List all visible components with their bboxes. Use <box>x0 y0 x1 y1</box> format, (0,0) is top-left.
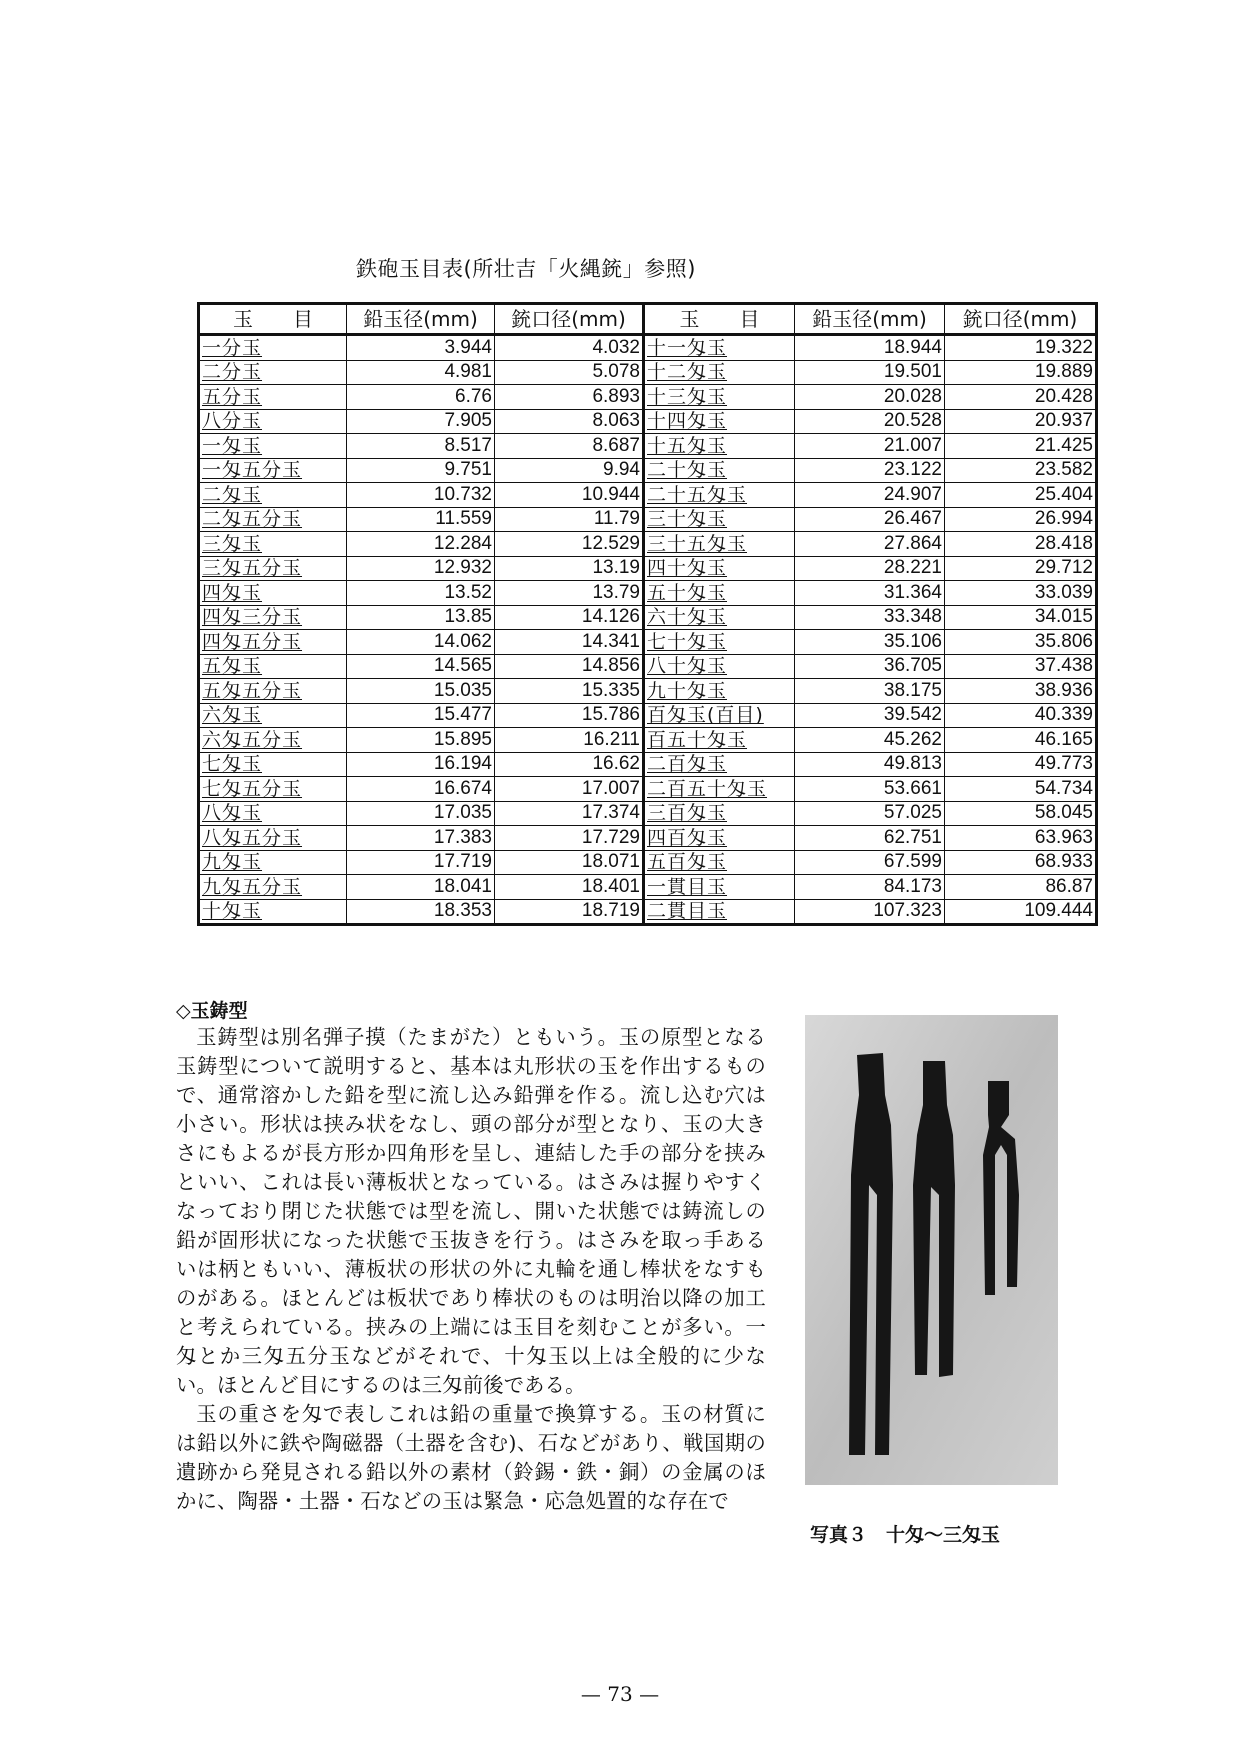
table-row <box>199 581 1097 606</box>
ball-grade-cell: 二分玉 <box>199 360 347 385</box>
bore-diameter-cell: 11.79 <box>495 507 644 532</box>
bore-diameter-cell: 68.933 <box>945 850 1097 875</box>
ball-grade-cell: 七十匁玉 <box>644 630 795 655</box>
ball-grade-cell: 三匁五分玉 <box>199 556 347 581</box>
body-text <box>176 1023 766 1516</box>
bore-diameter-cell: 14.126 <box>495 605 644 630</box>
table-row <box>199 605 1097 630</box>
lead-ball-diameter-cell: 67.599 <box>795 850 945 875</box>
ball-grade-cell: 一分玉 <box>199 335 347 361</box>
table-row <box>199 875 1097 900</box>
lead-ball-diameter-cell: 84.173 <box>795 875 945 900</box>
ball-grade-cell: 五匁五分玉 <box>199 679 347 704</box>
lead-ball-diameter-cell: 27.864 <box>795 532 945 557</box>
bore-diameter-cell: 49.773 <box>945 752 1097 777</box>
header-bore-diameter: 銃口径(mm) <box>495 304 644 335</box>
bore-diameter-cell: 54.734 <box>945 777 1097 802</box>
ball-grade-cell: 九匁玉 <box>199 850 347 875</box>
table-row <box>199 434 1097 459</box>
ball-grade-cell: 二十五匁玉 <box>644 483 795 508</box>
lead-ball-diameter-cell: 18.353 <box>347 899 495 925</box>
ball-grade-cell: 十三匁玉 <box>644 385 795 410</box>
lead-ball-diameter-cell: 11.559 <box>347 507 495 532</box>
bore-diameter-cell: 29.712 <box>945 556 1097 581</box>
ball-grade-cell: 二貫目玉 <box>644 899 795 925</box>
ball-grade-cell: 八匁五分玉 <box>199 826 347 851</box>
lead-ball-diameter-cell: 17.035 <box>347 801 495 826</box>
ball-grade-cell: 四十匁玉 <box>644 556 795 581</box>
bore-diameter-cell: 28.418 <box>945 532 1097 557</box>
table-row <box>199 850 1097 875</box>
ball-grade-cell: 十匁玉 <box>199 899 347 925</box>
lead-ball-diameter-cell: 9.751 <box>347 458 495 483</box>
bore-diameter-cell: 40.339 <box>945 703 1097 728</box>
bore-diameter-cell: 20.937 <box>945 409 1097 434</box>
bore-diameter-cell: 13.79 <box>495 581 644 606</box>
bore-diameter-cell: 17.007 <box>495 777 644 802</box>
table-header-row <box>199 304 1097 335</box>
ball-grade-cell: 五百匁玉 <box>644 850 795 875</box>
bore-diameter-cell: 15.335 <box>495 679 644 704</box>
bore-diameter-cell: 13.19 <box>495 556 644 581</box>
paragraph: 玉鋳型は別名弾子摸（たまがた）ともいう。玉の原型となる玉鋳型について説明すると、基本は丸形状の玉を作出するもので、通常溶かした鉛を型に流し込み鉛弾を作る。流し込む穴は小さい。形状は挟み状をなし、頭の部分が型となり、玉の大きさにもよるが長方形か四角形を呈し、連結した手の部分を挟みといい、これは長い薄板状となっている。はさみは握りやすくなっており閉じた状態では型を流し、開いた状態では鋳流しの鉛が固形状になった状態で玉抜きを行う。はさみを取っ手あるいは柄ともいい、薄板状の形状の外に丸輪を通し棒状をなすものがある。ほとんどは板状であり棒状のものは明治以降の加工と考えられている。挟みの上端には玉目を刻むことが多い。一匁とか三匁五分玉などがそれで、十匁玉以上は全般的に少ない。ほとんど目にするのは三匁前後である。 <box>176 1025 766 1397</box>
lead-ball-diameter-cell: 17.383 <box>347 826 495 851</box>
table-row <box>199 752 1097 777</box>
lead-ball-diameter-cell: 21.007 <box>795 434 945 459</box>
lead-ball-diameter-cell: 15.895 <box>347 728 495 753</box>
ball-grade-cell: 七匁五分玉 <box>199 777 347 802</box>
lead-ball-diameter-cell: 18.944 <box>795 335 945 361</box>
ball-grade-cell: 十一匁玉 <box>644 335 795 361</box>
ball-grade-cell: 二匁玉 <box>199 483 347 508</box>
lead-ball-diameter-cell: 4.981 <box>347 360 495 385</box>
lead-ball-diameter-cell: 53.661 <box>795 777 945 802</box>
ball-grade-cell: 一貫目玉 <box>644 875 795 900</box>
lead-ball-diameter-cell: 23.122 <box>795 458 945 483</box>
bore-diameter-cell: 109.444 <box>945 899 1097 925</box>
ball-grade-cell: 四匁玉 <box>199 581 347 606</box>
table-row <box>199 385 1097 410</box>
ball-grade-cell: 九匁五分玉 <box>199 875 347 900</box>
lead-ball-diameter-cell: 3.944 <box>347 335 495 361</box>
photo-bullet-molds <box>805 1015 1058 1485</box>
table-row <box>199 335 1097 361</box>
lead-ball-diameter-cell: 13.52 <box>347 581 495 606</box>
ball-grade-cell: 十二匁玉 <box>644 360 795 385</box>
table-row <box>199 826 1097 851</box>
bore-diameter-cell: 17.374 <box>495 801 644 826</box>
table-row <box>199 507 1097 532</box>
bore-diameter-cell: 14.856 <box>495 654 644 679</box>
bore-diameter-cell: 5.078 <box>495 360 644 385</box>
bullet-size-table <box>197 302 1098 926</box>
ball-grade-cell: 三匁玉 <box>199 532 347 557</box>
bore-diameter-cell: 9.94 <box>495 458 644 483</box>
lead-ball-diameter-cell: 13.85 <box>347 605 495 630</box>
table-row <box>199 801 1097 826</box>
bore-diameter-cell: 16.62 <box>495 752 644 777</box>
ball-grade-cell: 十五匁玉 <box>644 434 795 459</box>
bore-diameter-cell: 16.211 <box>495 728 644 753</box>
bore-diameter-cell: 23.582 <box>945 458 1097 483</box>
bore-diameter-cell: 63.963 <box>945 826 1097 851</box>
ball-grade-cell: 一匁玉 <box>199 434 347 459</box>
ball-grade-cell: 八分玉 <box>199 409 347 434</box>
ball-grade-cell: 二十匁玉 <box>644 458 795 483</box>
lead-ball-diameter-cell: 16.674 <box>347 777 495 802</box>
lead-ball-diameter-cell: 10.732 <box>347 483 495 508</box>
lead-ball-diameter-cell: 24.907 <box>795 483 945 508</box>
bore-diameter-cell: 10.944 <box>495 483 644 508</box>
table-row <box>199 654 1097 679</box>
ball-grade-cell: 三百匁玉 <box>644 801 795 826</box>
page-number: — 73 — <box>580 1682 660 1706</box>
lead-ball-diameter-cell: 7.905 <box>347 409 495 434</box>
bore-diameter-cell: 18.401 <box>495 875 644 900</box>
lead-ball-diameter-cell: 107.323 <box>795 899 945 925</box>
bore-diameter-cell: 8.687 <box>495 434 644 459</box>
ball-grade-cell: 三十五匁玉 <box>644 532 795 557</box>
ball-grade-cell: 二匁五分玉 <box>199 507 347 532</box>
bore-diameter-cell: 25.404 <box>945 483 1097 508</box>
ball-grade-cell: 五十匁玉 <box>644 581 795 606</box>
table-row <box>199 458 1097 483</box>
lead-ball-diameter-cell: 20.028 <box>795 385 945 410</box>
table-row <box>199 630 1097 655</box>
bore-diameter-cell: 35.806 <box>945 630 1097 655</box>
table-title: 鉄砲玉目表(所壮吉「火縄銃」参照) <box>356 257 696 281</box>
ball-grade-cell: 七匁玉 <box>199 752 347 777</box>
bore-diameter-cell: 19.322 <box>945 335 1097 361</box>
ball-grade-cell: 五匁玉 <box>199 654 347 679</box>
bore-diameter-cell: 86.87 <box>945 875 1097 900</box>
ball-grade-cell: 六十匁玉 <box>644 605 795 630</box>
lead-ball-diameter-cell: 14.062 <box>347 630 495 655</box>
paragraph: 玉の重さを匁で表しこれは鉛の重量で換算する。玉の材質には鉛以外に鉄や陶磁器（土器を含む)、石などがあり、戦国期の遺跡から発見される鉛以外の素材（鈴錫・鉄・銅）の金属のほかに、陶器・土器・石などの玉は緊急・応急処置的な存在で <box>176 1402 766 1513</box>
bore-diameter-cell: 6.893 <box>495 385 644 410</box>
lead-ball-diameter-cell: 36.705 <box>795 654 945 679</box>
lead-ball-diameter-cell: 8.517 <box>347 434 495 459</box>
ball-grade-cell: 十四匁玉 <box>644 409 795 434</box>
table-row <box>199 728 1097 753</box>
ball-grade-cell: 二百匁玉 <box>644 752 795 777</box>
bore-diameter-cell: 58.045 <box>945 801 1097 826</box>
ball-grade-cell: 三十匁玉 <box>644 507 795 532</box>
ball-grade-cell: 九十匁玉 <box>644 679 795 704</box>
lead-ball-diameter-cell: 28.221 <box>795 556 945 581</box>
header-bore-diameter: 銃口径(mm) <box>945 304 1097 335</box>
lead-ball-diameter-cell: 12.284 <box>347 532 495 557</box>
bore-diameter-cell: 12.529 <box>495 532 644 557</box>
ball-grade-cell: 四百匁玉 <box>644 826 795 851</box>
photo-caption: 写真３ 十匁～三匁玉 <box>810 1524 1001 1546</box>
table-row <box>199 483 1097 508</box>
ball-grade-cell: 六匁五分玉 <box>199 728 347 753</box>
bore-diameter-cell: 20.428 <box>945 385 1097 410</box>
bore-diameter-cell: 15.786 <box>495 703 644 728</box>
lead-ball-diameter-cell: 45.262 <box>795 728 945 753</box>
ball-grade-cell: 百匁玉(百目) <box>644 703 795 728</box>
lead-ball-diameter-cell: 19.501 <box>795 360 945 385</box>
header-lead-ball-diameter: 鉛玉径(mm) <box>347 304 495 335</box>
lead-ball-diameter-cell: 35.106 <box>795 630 945 655</box>
table-body <box>199 335 1097 925</box>
table-row <box>199 679 1097 704</box>
table-row <box>199 777 1097 802</box>
ball-grade-cell: 四匁三分玉 <box>199 605 347 630</box>
bore-diameter-cell: 17.729 <box>495 826 644 851</box>
table-row <box>199 409 1097 434</box>
lead-ball-diameter-cell: 39.542 <box>795 703 945 728</box>
lead-ball-diameter-cell: 17.719 <box>347 850 495 875</box>
bore-diameter-cell: 38.936 <box>945 679 1097 704</box>
bore-diameter-cell: 18.719 <box>495 899 644 925</box>
lead-ball-diameter-cell: 16.194 <box>347 752 495 777</box>
ball-grade-cell: 二百五十匁玉 <box>644 777 795 802</box>
lead-ball-diameter-cell: 62.751 <box>795 826 945 851</box>
ball-grade-cell: 百五十匁玉 <box>644 728 795 753</box>
lead-ball-diameter-cell: 18.041 <box>347 875 495 900</box>
lead-ball-diameter-cell: 15.477 <box>347 703 495 728</box>
header-ball-grade: 玉 目 <box>199 304 347 335</box>
lead-ball-diameter-cell: 38.175 <box>795 679 945 704</box>
ball-grade-cell: 一匁五分玉 <box>199 458 347 483</box>
lead-ball-diameter-cell: 31.364 <box>795 581 945 606</box>
ball-grade-cell: 四匁五分玉 <box>199 630 347 655</box>
ball-grade-cell: 六匁玉 <box>199 703 347 728</box>
bore-diameter-cell: 14.341 <box>495 630 644 655</box>
table-row <box>199 556 1097 581</box>
lead-ball-diameter-cell: 6.76 <box>347 385 495 410</box>
bore-diameter-cell: 34.015 <box>945 605 1097 630</box>
bore-diameter-cell: 18.071 <box>495 850 644 875</box>
section-heading: ◇玉鋳型 <box>176 1000 248 1022</box>
lead-ball-diameter-cell: 57.025 <box>795 801 945 826</box>
bore-diameter-cell: 19.889 <box>945 360 1097 385</box>
bore-diameter-cell: 21.425 <box>945 434 1097 459</box>
header-lead-ball-diameter: 鉛玉径(mm) <box>795 304 945 335</box>
table-row <box>199 703 1097 728</box>
bore-diameter-cell: 4.032 <box>495 335 644 361</box>
lead-ball-diameter-cell: 33.348 <box>795 605 945 630</box>
ball-grade-cell: 五分玉 <box>199 385 347 410</box>
ball-grade-cell: 八十匁玉 <box>644 654 795 679</box>
lead-ball-diameter-cell: 12.932 <box>347 556 495 581</box>
lead-ball-diameter-cell: 26.467 <box>795 507 945 532</box>
bore-diameter-cell: 46.165 <box>945 728 1097 753</box>
lead-ball-diameter-cell: 15.035 <box>347 679 495 704</box>
ball-grade-cell: 八匁玉 <box>199 801 347 826</box>
bore-diameter-cell: 26.994 <box>945 507 1097 532</box>
table-row <box>199 899 1097 925</box>
lead-ball-diameter-cell: 49.813 <box>795 752 945 777</box>
table-row <box>199 532 1097 557</box>
lead-ball-diameter-cell: 14.565 <box>347 654 495 679</box>
bore-diameter-cell: 37.438 <box>945 654 1097 679</box>
header-ball-grade: 玉 目 <box>644 304 795 335</box>
table-row <box>199 360 1097 385</box>
bore-diameter-cell: 33.039 <box>945 581 1097 606</box>
lead-ball-diameter-cell: 20.528 <box>795 409 945 434</box>
bullet-mold-tongs-image <box>805 1015 1058 1485</box>
bore-diameter-cell: 8.063 <box>495 409 644 434</box>
